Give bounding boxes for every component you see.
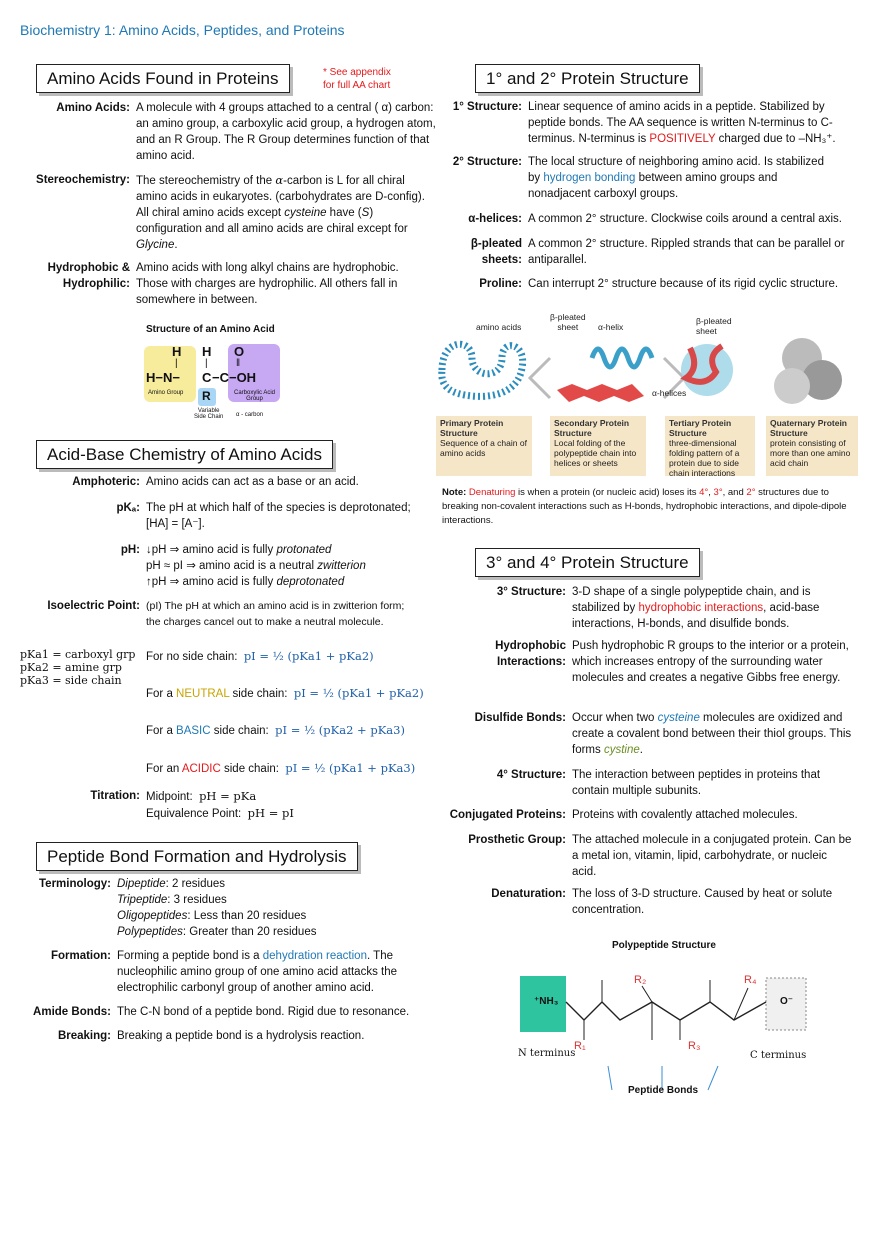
- label: [20, 260, 136, 308]
- bond: [734, 988, 748, 1020]
- t: .: [174, 239, 178, 251]
- hydrophobic-interactions-row: [440, 638, 870, 686]
- fig-label: Amino Group: [148, 390, 184, 396]
- l1: [146, 788, 294, 805]
- amino-acids-row: [20, 100, 440, 164]
- math: pI = ½ (pKa1 + pKa3): [285, 761, 416, 775]
- t: : 2 residues: [165, 878, 226, 890]
- caption-secondary: [554, 418, 644, 468]
- primary-structure-row: [440, 99, 870, 147]
- em: zwitterion: [317, 560, 366, 572]
- math: pH = pKa: [199, 789, 257, 803]
- titration-row: [20, 788, 440, 822]
- label: Breaking:: [57, 1030, 111, 1042]
- text: A common 2° structure. Clockwise coils around a central axis.: [528, 213, 842, 225]
- conjugated-row: [440, 807, 870, 823]
- protein-structure-figure: [432, 308, 862, 478]
- t: Equivalence Point:: [146, 808, 242, 820]
- text: The interaction between peptides in proteins that contain multiple subunits.: [572, 769, 821, 797]
- l2: [146, 805, 294, 822]
- proline-row: [440, 276, 870, 292]
- bond: |: [175, 358, 178, 369]
- section-title-struct-12: 1° and 2° Protein Structure: [475, 64, 700, 93]
- t: have (: [326, 207, 362, 219]
- t: -carbon is L for all chiral amino acids in eukaryotes. (carbohydrates are D-config). All chiral amino acids except: [136, 175, 425, 219]
- t: , acid-base interactions, H-bonds, and disulfide bonds.: [572, 602, 820, 630]
- label: 1° Structure:: [452, 101, 522, 113]
- title: Quaternary Protein Structure: [770, 418, 847, 438]
- label: Isoelectric Point:: [47, 600, 140, 612]
- em: Tripeptide: [117, 894, 168, 906]
- t: structures due to breaking non-covalent interactions such as H-bonds, hydrophobic interactions, and dipole-dipole interactions.: [442, 487, 847, 526]
- t: ,: [708, 487, 714, 498]
- w: Denaturing: [468, 487, 516, 498]
- fig-label-alpha-helices: α-helices: [652, 388, 687, 398]
- t: molecules are oxidized and create a covalent bond between their thiol groups. This forms: [572, 712, 852, 756]
- label: Titration:: [90, 790, 140, 802]
- label: Amphoteric:: [72, 476, 140, 488]
- formula-acidic: [146, 760, 415, 777]
- label: [440, 638, 572, 686]
- t: The local structure of neighboring amino acid. Is stabilized by: [528, 156, 824, 184]
- o-atom: O: [234, 344, 245, 359]
- l1: Variable: [197, 408, 220, 414]
- section-title-amino-acids: Amino Acids Found in Proteins: [36, 64, 290, 93]
- t: is when a protein (or nucleic acid) loses its: [515, 487, 700, 498]
- text: Can interrupt 2° structure because of its rigid cyclic structure.: [528, 278, 839, 290]
- bond: |: [205, 358, 208, 369]
- l2: sheets:: [481, 254, 522, 266]
- denaturation-row: [440, 886, 870, 918]
- h-atom: H: [202, 344, 212, 359]
- t: 3-D shape of a single polypeptide chain, and is stabilized by: [572, 586, 811, 614]
- w: 3°: [713, 487, 723, 498]
- label: Prosthetic Group:: [468, 834, 566, 846]
- label: 4° Structure:: [496, 769, 566, 781]
- t4: [117, 924, 316, 940]
- text: Proteins with covalently attached molecules.: [572, 809, 798, 821]
- section-title-acid-base: Acid-Base Chemistry of Amino Acids: [36, 440, 333, 469]
- l2: the charges cancel out to make a neutral molecule.: [146, 616, 384, 628]
- arrow: [708, 1066, 718, 1090]
- amino-acid-structure-figure: [140, 342, 290, 428]
- prosthetic-row: [440, 832, 870, 880]
- carboxyl: −C−OH: [212, 370, 257, 385]
- t: For a: [146, 688, 177, 700]
- h-atom: H: [172, 344, 182, 359]
- text: Amino acids with long alkyl chains are hydrophobic. Those with charges are hydrophilic. All others fall in somewhere in between.: [136, 262, 399, 306]
- label: Amide Bonds:: [33, 1006, 111, 1018]
- w: hydrophobic interactions: [638, 602, 764, 614]
- stereochemistry-row: [20, 172, 440, 253]
- quaternary-blob: [774, 368, 810, 404]
- polypeptide-figure: [512, 958, 812, 1098]
- text: Amino acids can act as a base or an acid.: [146, 476, 359, 488]
- beta-sheet-shape: [557, 384, 644, 402]
- em: Oligopeptides: [117, 910, 188, 922]
- text: A molecule with 4 groups attached to a central ( α) carbon: an amino group, a carboxylic acid group, a hydrogen atom, and an R Group. The R Group determines function of that amino acid.: [136, 102, 436, 162]
- t: side chain:: [220, 763, 279, 775]
- cysteine: cysteine: [284, 207, 327, 219]
- polypeptide-title: Polypeptide Structure: [612, 940, 716, 951]
- fig-label-alpha-helix: α-helix: [598, 322, 624, 332]
- math: pI = ½ (pKa1 + pKa2): [243, 649, 374, 663]
- em: deprotonated: [276, 576, 345, 588]
- o-label: O⁻: [780, 996, 794, 1007]
- s: S: [361, 207, 370, 219]
- caption-primary: [440, 418, 530, 458]
- disulfide-row: [440, 710, 870, 758]
- backbone: [566, 1002, 766, 1020]
- arrow: [608, 1066, 612, 1090]
- quaternary-structure-row: [440, 767, 870, 799]
- bond: ‖: [236, 358, 241, 369]
- l2: Side Chain: [194, 414, 224, 420]
- t: Occur when two: [572, 712, 658, 724]
- text: The loss of 3-D structure. Caused by heat or solute concentration.: [572, 888, 833, 916]
- amino-structure-title: Structure of an Amino Acid: [146, 324, 275, 335]
- label: Conjugated Proteins:: [449, 809, 566, 821]
- pka-legend: [20, 648, 135, 687]
- appendix-note-line2: for full AA chart: [323, 80, 391, 91]
- l1: Hydrophobic: [495, 640, 566, 652]
- text: Breaking a peptide bond is a hydrolysis reaction.: [117, 1030, 365, 1042]
- w: NEUTRAL: [176, 688, 230, 700]
- formation-row: [20, 948, 440, 996]
- l2: Hydrophilic:: [62, 278, 130, 290]
- title: Primary Protein Structure: [440, 418, 504, 438]
- breaking-row: [20, 1028, 440, 1044]
- l1: The pH at which half of the species is deprotonated;: [146, 502, 411, 514]
- math: pH = pI: [247, 806, 294, 820]
- text: [146, 598, 404, 630]
- fig-label-beta-sheet: [550, 312, 586, 332]
- w: 2°: [746, 487, 756, 498]
- caption-quaternary: [770, 418, 856, 468]
- t: ) configuration and all amino acids are chiral except for: [136, 207, 408, 235]
- label: 2° Structure:: [452, 156, 522, 168]
- l2: [146, 558, 366, 574]
- formula-neutral: [146, 685, 424, 702]
- t1: [117, 876, 316, 892]
- n-terminus-label: N terminus: [518, 1048, 576, 1059]
- label: α-helices:: [468, 213, 522, 225]
- w: hydrogen bonding: [543, 172, 636, 184]
- pka3: pKa3 = side chain: [20, 674, 122, 687]
- t: For no side chain:: [146, 651, 238, 663]
- t: For an: [146, 763, 182, 775]
- alpha-helices-row: [440, 211, 870, 227]
- note-label: Note:: [442, 487, 467, 498]
- l3: [146, 574, 366, 590]
- t: . The nucleophilic amino group of one amino acid attacks the electrophilic carbonyl group of another amino acid.: [117, 950, 398, 994]
- l2: sheet: [557, 322, 579, 332]
- t: For a: [146, 725, 177, 737]
- fig-label: [234, 390, 275, 402]
- terminology-row: [20, 876, 440, 940]
- hydrophobic-row: [20, 260, 440, 308]
- w: dehydration reaction: [262, 950, 367, 962]
- l2: Interactions:: [496, 656, 566, 668]
- w: BASIC: [176, 725, 211, 737]
- nh3-label: ⁺NH₃: [534, 996, 559, 1007]
- text: Sequence of a chain of amino acids: [440, 438, 527, 458]
- w: ACIDIC: [181, 763, 221, 775]
- formula-no-side: [146, 648, 374, 665]
- l1: β-pleated: [470, 238, 522, 250]
- label: pH:: [120, 544, 140, 556]
- c-terminus-label: C terminus: [750, 1050, 807, 1061]
- r3-label: R₃: [688, 1040, 701, 1052]
- label: Stereochemistry:: [36, 174, 130, 186]
- em: Polypeptides: [117, 926, 183, 938]
- label: Disulfide Bonds:: [474, 712, 566, 724]
- t3: [117, 908, 316, 924]
- l1: β-pleated: [696, 316, 732, 326]
- label: Denaturation:: [491, 888, 566, 900]
- label: 3° Structure:: [496, 586, 566, 598]
- text: [136, 172, 436, 253]
- t: Forming a peptide bond is a: [117, 950, 263, 962]
- label: Terminology:: [39, 878, 111, 890]
- title: Tertiary Protein Structure: [669, 418, 732, 438]
- ph-row: [20, 542, 440, 590]
- formula-basic: [146, 722, 405, 739]
- appendix-note: [323, 66, 391, 92]
- text: The C-N bond of a peptide bond. Rigid due to resonance.: [117, 1006, 410, 1018]
- fig-label: [194, 408, 223, 420]
- t: : Less than 20 residues: [187, 910, 307, 922]
- label: Formation:: [50, 950, 111, 962]
- tertiary-structure-row: [440, 584, 870, 632]
- fig-label: α - carbon: [236, 412, 264, 418]
- t: side chain:: [210, 725, 269, 737]
- r2-label: R₂: [634, 974, 647, 986]
- l1: β-pleated: [550, 312, 586, 322]
- t2: [117, 892, 316, 908]
- secondary-structure-row: [440, 154, 870, 202]
- t: ↓pH ⇒ amino acid is fully: [146, 544, 277, 556]
- label: pKₐ:: [116, 502, 140, 514]
- label: Proline:: [479, 278, 522, 290]
- pka-row: [20, 500, 440, 532]
- chevron-left-icon: [530, 358, 550, 398]
- denaturing-note: [442, 486, 852, 528]
- fig-label-amino-acids: amino acids: [476, 322, 522, 332]
- t: side chain:: [229, 688, 288, 700]
- caption-tertiary: [669, 418, 753, 478]
- l1: [146, 542, 366, 558]
- text: protein consisting of more than one amino acid chain: [770, 438, 851, 468]
- l2: Group: [246, 396, 263, 402]
- t: , and: [722, 487, 747, 498]
- math: pI = ½ (pKa1 + pKa2): [293, 686, 424, 700]
- r4-label: R₄: [744, 974, 757, 986]
- text: [146, 500, 411, 532]
- t: : 3 residues: [167, 894, 227, 906]
- t: The stereochemistry of the: [136, 175, 276, 187]
- t: Linear sequence of amino acids in a peptide. Stabilized by peptide bonds. The AA sequence is written N-terminus to C-terminus. N-terminus is: [528, 101, 833, 145]
- t: charged due to –NH₃⁺.: [715, 133, 836, 145]
- text: [528, 99, 858, 147]
- pka2: pKa2 = amine grp: [20, 661, 122, 674]
- fig-label-beta-sheet-2: [696, 316, 732, 336]
- page-header: Biochemistry 1: Amino Acids, Peptides, and Proteins: [20, 22, 345, 38]
- polypeptide-drawing: [512, 958, 812, 1098]
- l2: sheet: [696, 326, 717, 336]
- l2: [HA] = [A⁻].: [146, 518, 205, 530]
- text: [528, 154, 838, 202]
- em: Dipeptide: [117, 878, 166, 890]
- text: [572, 710, 854, 758]
- text: [117, 876, 316, 940]
- bond: [642, 986, 652, 1002]
- t: pH ≈ pI ⇒ amino acid is a neutral: [146, 560, 318, 572]
- w: cysteine: [657, 712, 700, 724]
- w: POSITIVELY: [649, 133, 716, 145]
- t: : Greater than 20 residues: [182, 926, 317, 938]
- t: ↑pH ⇒ amino acid is fully: [146, 576, 277, 588]
- amphoteric-row: [20, 474, 440, 490]
- beta-sheets-row: [440, 236, 870, 268]
- text: [146, 788, 294, 822]
- pka1: pKa1 = carboxyl grp: [20, 648, 136, 661]
- t: between amino groups and nonadjacent carboxyl groups.: [528, 172, 778, 200]
- amide-row: [20, 1004, 440, 1020]
- text: A common 2° structure. Rippled strands that can be parallel or antiparallel.: [528, 238, 845, 266]
- label: [440, 236, 528, 268]
- t: Midpoint:: [146, 791, 193, 803]
- alpha-helix-shape: [592, 349, 652, 367]
- em: protonated: [276, 544, 332, 556]
- l1: Carboxylic Acid: [234, 390, 276, 396]
- r1-label: R₁: [574, 1040, 586, 1052]
- t: .: [639, 744, 643, 756]
- text: three-dimensional folding pattern of a protein due to side chain interactions: [669, 438, 740, 478]
- text: Push hydrophobic R groups to the interior or a protein, which increases entropy of the surrounding water molecules and creates a negative Gibbs free energy.: [572, 640, 849, 684]
- section-title-peptide: Peptide Bond Formation and Hydrolysis: [36, 842, 358, 871]
- text: [146, 542, 366, 590]
- section-title-struct-34: 3° and 4° Protein Structure: [475, 548, 700, 577]
- r-atom: R: [202, 389, 211, 403]
- alpha-c: C: [202, 370, 212, 385]
- text: The attached molecule in a conjugated protein. Can be a metal ion, vitamin, lipid, carbohydrate, or nucleic acid.: [572, 834, 852, 878]
- glycine: Glycine: [136, 239, 175, 251]
- text: [572, 584, 852, 632]
- label: Amino Acids:: [56, 102, 130, 114]
- peptide-bonds-label: Peptide Bonds: [628, 1085, 699, 1096]
- appendix-note-line1: * See appendix: [323, 67, 391, 78]
- amine: H−N−: [146, 370, 180, 385]
- title: Secondary Protein Structure: [554, 418, 630, 438]
- l1: (pI) The pH at which an amino acid is in zwitterion form;: [146, 600, 405, 612]
- text: Local folding of the polypeptide chain into helices or sheets: [554, 438, 637, 468]
- alpha: α: [275, 173, 284, 187]
- w: cystine: [603, 744, 640, 756]
- primary-chain: [442, 344, 523, 396]
- w: 4°: [699, 487, 709, 498]
- isoelectric-row: [20, 598, 440, 630]
- math: pI = ½ (pKa2 + pKa3): [275, 723, 405, 737]
- text: [117, 948, 417, 996]
- l1: Hydrophobic &: [47, 262, 130, 274]
